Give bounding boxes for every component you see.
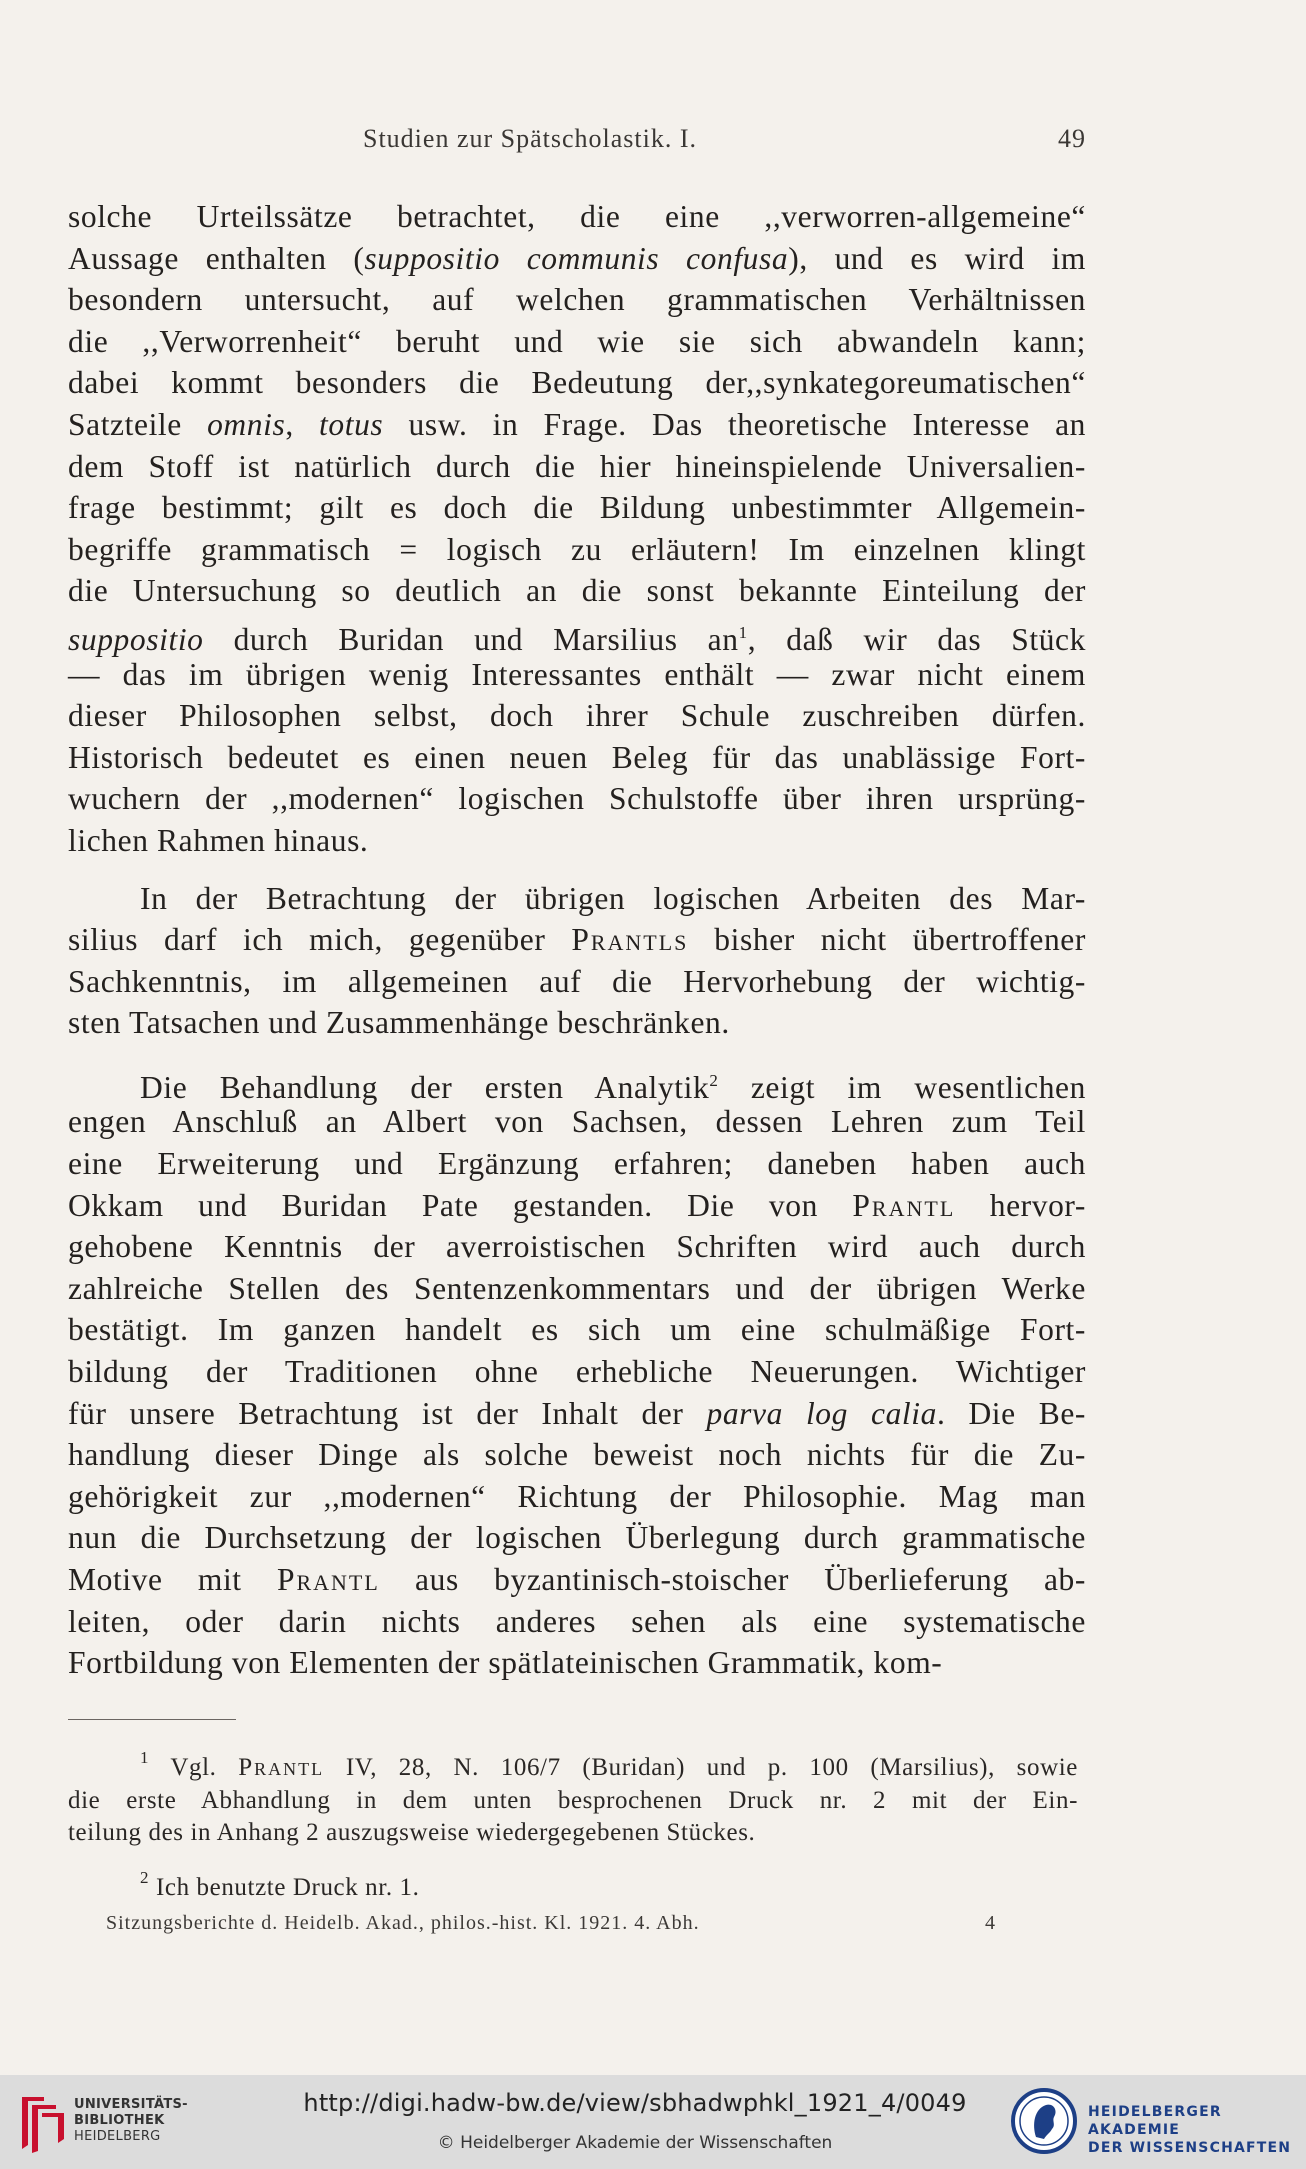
footnote-divider xyxy=(68,1719,236,1720)
permalink-url[interactable]: http://digi.hadw-bw.de/view/sbhadwphkl_1921_4/0049 xyxy=(303,2089,967,2117)
footnotes-line: teilung des in Anhang 2 auszugsweise wiedergegebenen Stückes. xyxy=(68,1819,756,1846)
paragraphs-line: Historisch bedeutet es einen neuen Beleg für das unablässige Fort- xyxy=(68,739,1086,775)
paragraphs-line: frage bestimmt; gilt es doch die Bildung unbestimmter Allgemein- xyxy=(68,490,1086,526)
viewer-footer xyxy=(0,2075,1306,2169)
paragraphs-line: besondern untersucht, auf welchen grammatischen Verhältnissen xyxy=(68,282,1086,318)
paragraphs-line: gehobene Kenntnis der averroistischen Schriften wird auch durch xyxy=(68,1229,1086,1265)
paragraphs-line: wuchern der ,,modernen“ logischen Schulstoffe über ihren ursprüng- xyxy=(68,781,1086,817)
paragraphs-line: — das im übrigen wenig Interessantes enthält — zwar nicht einem xyxy=(68,656,1086,692)
paragraphs-line: bildung der Traditionen ohne erhebliche Neuerungen. Wichtiger xyxy=(68,1354,1086,1390)
library-name: UNIVERSITÄTS- BIBLIOTHEK HEIDELBERG xyxy=(74,2097,188,2144)
paragraphs-line: begriffe grammatisch = logisch zu erläutern! Im einzelnen klingt xyxy=(68,531,1086,567)
paragraphs-line: sten Tatsachen und Zusammenhänge beschränken. xyxy=(68,1005,730,1041)
copyright-notice: © Heidelberger Akademie der Wissenschaften xyxy=(437,2133,833,2153)
paragraphs-line: handlung dieser Dinge als solche beweist noch nichts für die Zu- xyxy=(68,1437,1086,1473)
paragraphs-line: zahlreiche Stellen des Sentenzenkommentars und der übrigen Werke xyxy=(68,1270,1086,1306)
paragraphs-line: dem Stoff ist natürlich durch die hier hineinspielende Universalien- xyxy=(68,448,1086,484)
academy-name: HEIDELBERGER AKADEMIE DER WISSENSCHAFTEN xyxy=(1088,2104,1292,2156)
paragraph-gap xyxy=(68,1044,1086,1060)
academy-seal-icon xyxy=(1010,2085,1078,2157)
paragraphs-line: die Untersuchung so deutlich an die sonst bekannte Einteilung der xyxy=(68,573,1086,609)
paragraphs-line: silius darf ich mich, gegenüber Prantls bisher nicht übertroffener xyxy=(68,922,1086,958)
paragraphs-line: Fortbildung von Elementen der spätlateinischen Grammatik, kom- xyxy=(68,1645,943,1681)
paragraphs-line: Aussage enthalten (suppositio communis confusa), und es wird im xyxy=(68,240,1086,276)
paragraph-gap xyxy=(68,1850,1078,1862)
paragraphs-line: bestätigt. Im ganzen handelt es sich um eine schulmäßige Fort- xyxy=(68,1312,1086,1348)
paragraphs-line: lichen Rahmen hinaus. xyxy=(68,822,369,858)
paragraphs-line: dieser Philosophen selbst, doch ihrer Schule zuschreiben dürfen. xyxy=(68,698,1086,734)
paragraph-gap xyxy=(68,862,1086,878)
paragraphs-line: Motive mit Prantl aus byzantinisch-stoischer Überlieferung ab- xyxy=(68,1562,1086,1597)
paragraphs-line: leiten, oder darin nichts anderes sehen als eine systematische xyxy=(68,1603,1086,1639)
footnotes-line: die erste Abhandlung in dem unten besprochenen Druck nr. 2 mit der Ein- xyxy=(68,1786,1078,1814)
imprint-line xyxy=(106,1912,996,1935)
signature-mark: 4 xyxy=(985,1912,996,1934)
paragraphs-line: suppositio durch Buridan und Marsilius $an^1$, daß wir das Stück xyxy=(68,621,1086,657)
imprint-text: Sitzungsberichte d. Heidelb. Akad., philos.-hist. Kl. 1921. 4. Abh. xyxy=(106,1912,700,1934)
running-title: Studien zur Spätscholastik. I. xyxy=(363,124,698,153)
paragraphs-line: Okkam und Buridan Pate gestanden. Die von Prantl hervor- xyxy=(68,1187,1086,1223)
paragraphs-line: engen Anschluß an Albert von Sachsen, dessen Lehren zum Teil xyxy=(68,1104,1086,1140)
paragraphs-line: Satzteile omnis, totus usw. in Frage. Das theoretische Interesse an xyxy=(68,406,1087,442)
paragraphs-line: nun die Durchsetzung der logischen Überlegung durch grammatische xyxy=(68,1520,1086,1556)
paragraphs-line: gehörigkeit zur ,,modernen“ Richtung der Philosophie. Mag man xyxy=(68,1478,1086,1514)
paragraphs-line: Sachkenntnis, im allgemeinen auf die Hervorhebung der wichtig- xyxy=(68,963,1086,999)
footnotes-line: $^1$ Vgl. Prantl IV, 28, N. 106/7 (Buridan) und p. 100 (Marsilius), sowie xyxy=(140,1748,1078,1781)
paragraphs-line: In der Betrachtung der übrigen logischen Arbeiten des Mar- xyxy=(140,880,1086,916)
paragraphs-line: Die Behandlung der ersten Analytik$^2$ zeigt im wesentlichen xyxy=(140,1069,1086,1105)
body-text xyxy=(68,196,1086,1684)
paragraphs-line: eine Erweiterung und Ergänzung erfahren; daneben haben auch xyxy=(68,1146,1086,1182)
page-number: 49 xyxy=(1058,124,1086,153)
paragraphs-line: die ,,Verworrenheit“ beruht und wie sie sich abwandeln kann; xyxy=(68,323,1086,359)
paragraphs-line: dabei kommt besonders die Bedeutung der,,synkategoreumatischen“ xyxy=(68,365,1086,401)
paragraphs-line: solche Urteilssätze betrachtet, die eine ,,verworren-allgemeine“ xyxy=(68,199,1086,234)
library-logo-icon xyxy=(14,2091,70,2155)
paragraphs-line: für unsere Betrachtung ist der Inhalt der parva log calia. Die Be- xyxy=(68,1395,1086,1431)
footnotes-line: $^2$ Ich benutzte Druck nr. 1. xyxy=(140,1867,420,1901)
footnotes xyxy=(68,1742,1078,1904)
